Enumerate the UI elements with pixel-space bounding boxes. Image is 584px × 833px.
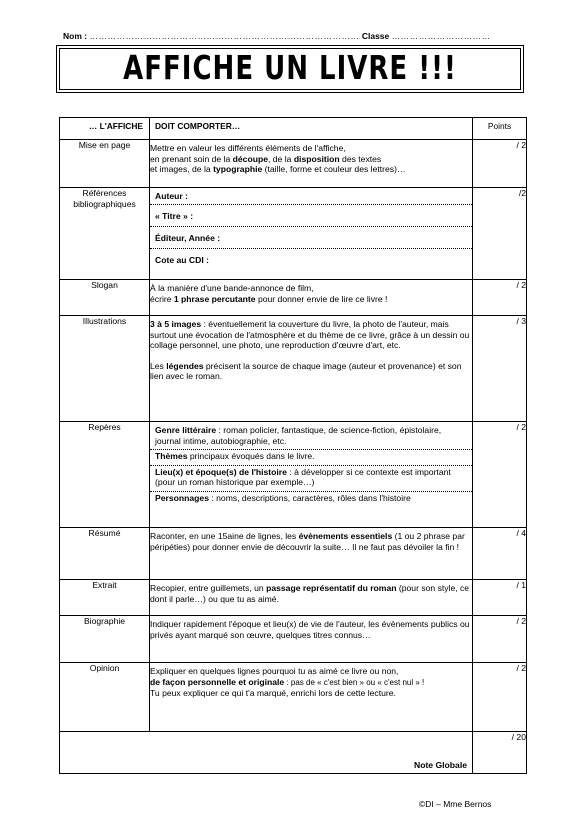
title-field[interactable]: « Titre » : xyxy=(150,205,472,227)
col-header-affiche: … L'AFFICHE xyxy=(60,118,150,140)
student-info-line xyxy=(63,31,523,41)
row-points-reperes[interactable]: / 2 xyxy=(473,422,527,528)
row-content-biographie: Indiquer rapidement l'époque et lieu(x) de vie de l'auteur, les évènements publics ou privés ayant marqué son œuvre, quelques titres connus… xyxy=(150,616,473,663)
row-points-extrait[interactable]: / 1 xyxy=(473,580,527,616)
row-label-reperes: Repères xyxy=(60,422,150,528)
row-content-slogan: À la manière d'une bande-annonce de film, écrire 1 phrase percutante pour donner envie de lire ce livre ! xyxy=(150,280,473,316)
row-content-extrait: Recopier, entre guillemets, un passage représentatif du roman (pour son style, ce dont il parle…) ou que tu as aimé. xyxy=(150,580,473,616)
total-points[interactable]: / 20 xyxy=(473,732,527,774)
table-row xyxy=(60,580,527,616)
publisher-field[interactable]: Éditeur, Année : xyxy=(150,227,472,249)
row-label-illustrations: Illustrations xyxy=(60,316,150,422)
table-row xyxy=(60,616,527,663)
col-header-points: Points xyxy=(473,118,527,140)
total-label: Note Globale xyxy=(60,732,473,774)
row-label-mise-en-page: Mise en page xyxy=(60,140,150,188)
row-content-resume: Raconter, en une 15aine de lignes, les évènements essentiels (1 ou 2 phrase par péripéties) pour donner envie de découvrir la suite… Il ne faut pas dévoiler la fin ! xyxy=(150,528,473,580)
table-row xyxy=(60,528,527,580)
table-row xyxy=(60,663,527,732)
row-label-resume: Résumé xyxy=(60,528,150,580)
row-points-illustrations[interactable]: / 3 xyxy=(473,316,527,422)
class-label: Classe xyxy=(361,31,390,41)
grading-table xyxy=(59,117,527,774)
row-points-references[interactable]: /2 xyxy=(473,188,527,280)
col-header-doit: DOIT COMPORTER… xyxy=(150,118,473,140)
total-row xyxy=(60,732,527,774)
cdi-field[interactable]: Cote au CDI : xyxy=(155,255,209,265)
row-content-mise-en-page: Mettre en valeur les différents éléments de l'affiche, en prenant soin de la découpe, de la disposition des textes et images, de la typographie (taille, forme et couleur des lettres)… xyxy=(150,140,473,188)
row-content-references xyxy=(150,188,473,280)
footer-credit: ©DI – Mme Bernos xyxy=(419,799,492,809)
row-label-references: Références bibliographiques xyxy=(60,188,150,280)
table-row xyxy=(60,280,527,316)
name-label: Nom : xyxy=(63,31,88,41)
row-label-slogan: Slogan xyxy=(60,280,150,316)
table-row xyxy=(60,316,527,422)
name-field[interactable]: ……………………………………………………………………………… xyxy=(89,31,360,41)
row-points-mise-en-page[interactable]: / 2 xyxy=(473,140,527,188)
row-points-slogan[interactable]: / 2 xyxy=(473,280,527,316)
table-row xyxy=(60,188,527,280)
class-field[interactable]: …………………………… xyxy=(391,31,491,41)
row-content-reperes: Genre littéraire : roman policier, fantastique, de science-fiction, épistolaire, journal intime, autobiographie, etc. Thèmes principaux évoqués dans le livre. Lieu(x) et époque(s) de l'histoire : à développer si ce contexte est important (pour un roman historique par exemple…) Personnages : noms, descriptions, caractères, rôles dans l'histoire xyxy=(150,422,473,528)
row-label-extrait: Extrait xyxy=(60,580,150,616)
row-content-illustrations: 3 à 5 images : éventuellement la couverture du livre, la photo de l'auteur, mais surtout une évocation de l'atmosphère et du thème de ce livre, grâce à un dessin ou collage personnel, une photo, une reproduction d'œuvre d'art, etc. Les légendes précisent la source de chaque image (auteur et provenance) et son lien avec le roman. xyxy=(150,316,473,422)
table-row xyxy=(60,140,527,188)
row-content-opinion: Expliquer en quelques lignes pourquoi tu as aimé ce livre ou non, de façon personnelle et originale : pas de « c'est bien » ou « c'est nul » ! Tu peux expliquer ce qui t'a marqué, enrichi lors de cette lecture. xyxy=(150,663,473,732)
row-label-biographie: Biographie xyxy=(60,616,150,663)
table-header-row xyxy=(60,118,527,140)
row-points-resume[interactable]: / 4 xyxy=(473,528,527,580)
row-points-opinion[interactable]: / 2 xyxy=(473,663,527,732)
table-row xyxy=(60,422,527,528)
title-frame xyxy=(56,45,524,93)
page-title: AFFICHE UN LIVRE !!! xyxy=(123,50,457,88)
row-label-opinion: Opinion xyxy=(60,663,150,732)
author-field[interactable]: Auteur : xyxy=(150,188,472,205)
row-points-biographie[interactable]: / 2 xyxy=(473,616,527,663)
